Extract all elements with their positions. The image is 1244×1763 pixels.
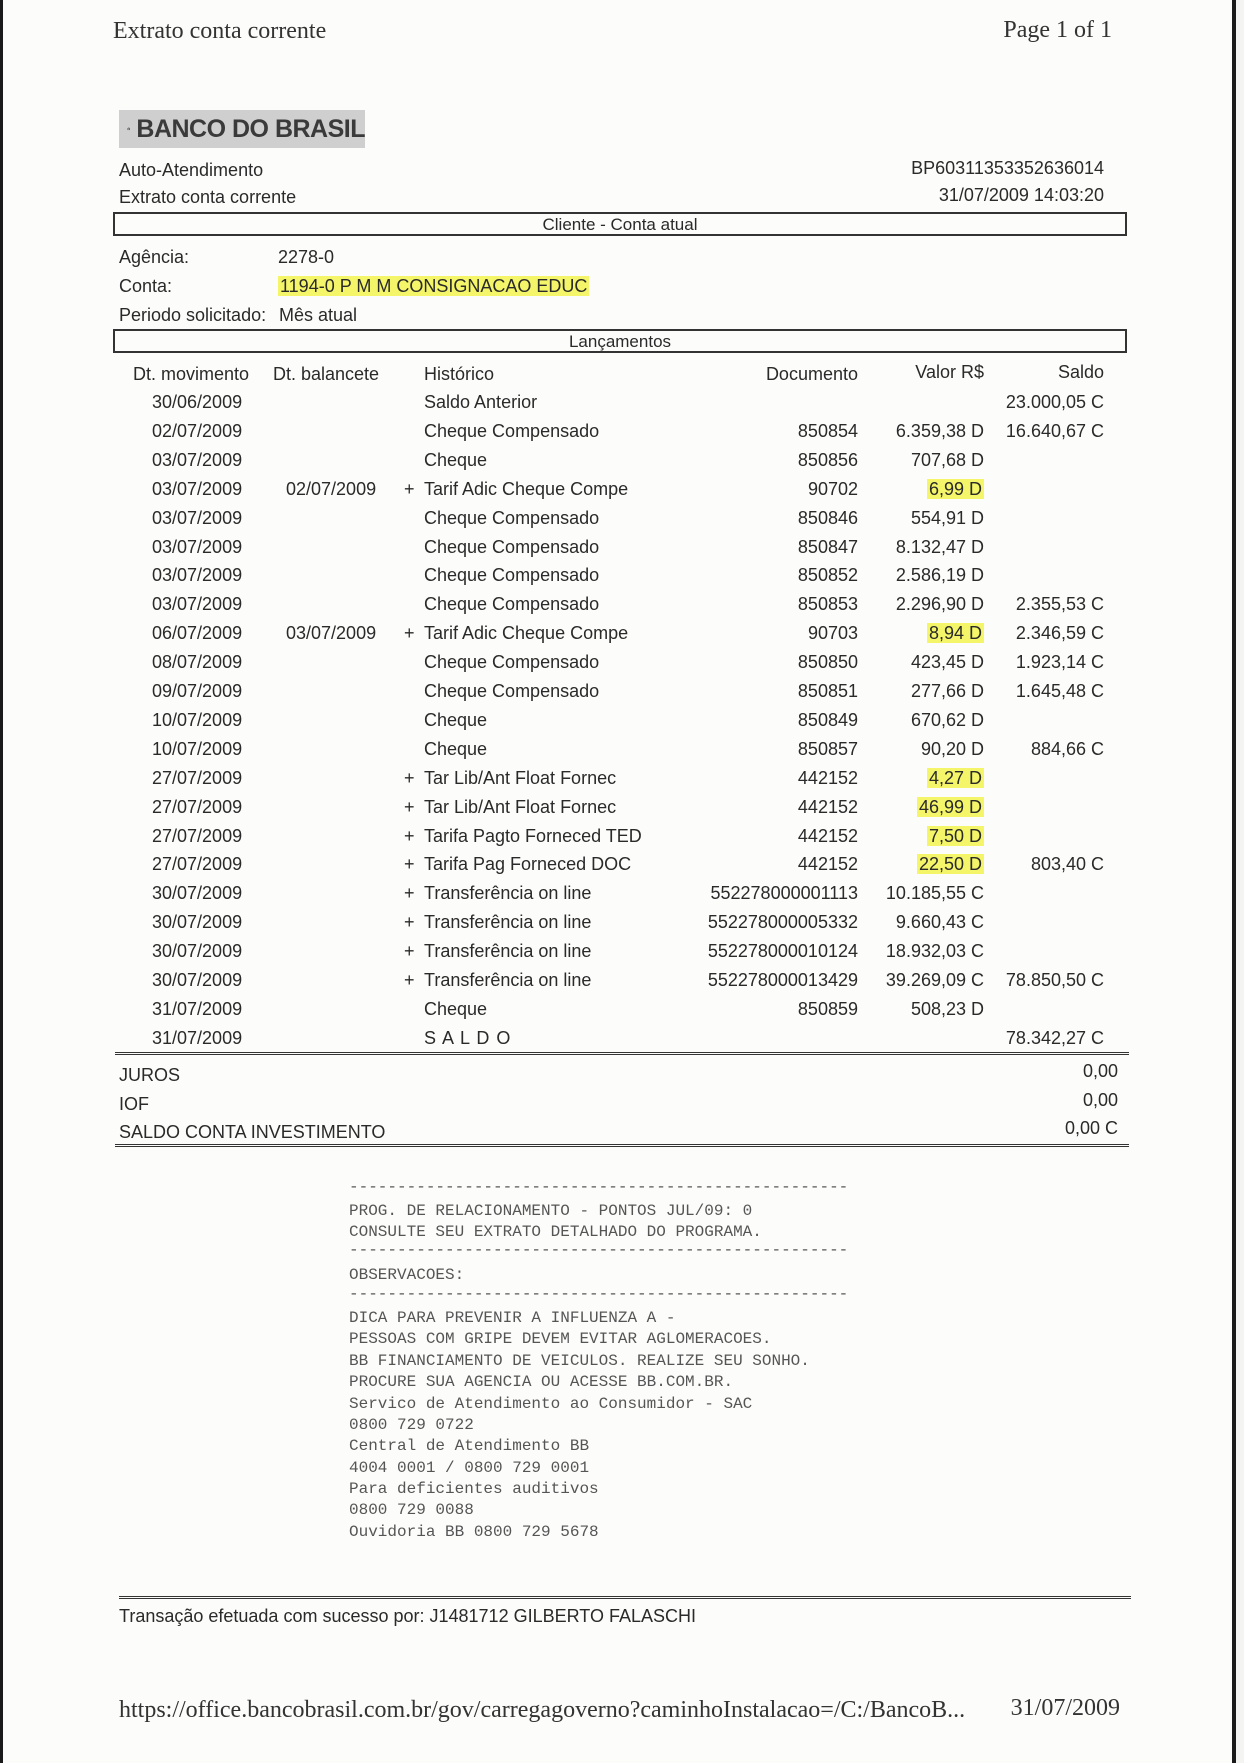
- row-dt-movimento: 03/07/2009: [152, 450, 243, 470]
- row-saldo: 2.346,59 C: [1015, 623, 1104, 643]
- row-historico: Saldo Anterior: [424, 392, 538, 412]
- row-historico: Tar Lib/Ant Float Fornec: [424, 797, 617, 817]
- row-historico: Tarif Adic Cheque Compe: [424, 623, 629, 643]
- row-plus-mark: +: [404, 479, 415, 499]
- agencia-value: 2278-0: [278, 247, 335, 267]
- row-documento: 442152: [797, 826, 858, 846]
- row-documento: 850857: [797, 739, 858, 759]
- row-valor: 508,23 D: [910, 999, 984, 1019]
- row-historico: Cheque Compensado: [424, 537, 600, 557]
- row-dt-movimento: 10/07/2009: [152, 739, 243, 759]
- row-documento: 90703: [807, 623, 858, 643]
- row-documento: 850854: [797, 421, 858, 441]
- row-historico: Cheque: [424, 450, 488, 470]
- footer-url: https://office.bancobrasil.com.br/gov/carregagoverno?caminhoInstalacao=/C:/BancoB...: [119, 1697, 966, 1723]
- saldo-investimento-value: 0,00 C: [1064, 1118, 1118, 1138]
- document-datetime: 31/07/2009 14:03:20: [938, 185, 1104, 205]
- row-documento: 850849: [797, 710, 858, 730]
- row-valor: 277,66 D: [910, 681, 984, 701]
- row-dt-movimento: 03/07/2009: [152, 565, 243, 585]
- row-historico: S A L D O: [424, 1028, 512, 1048]
- row-historico: Cheque: [424, 710, 488, 730]
- row-valor: [927, 768, 984, 789]
- notes-observacoes: OBSERVACOES:: [349, 1266, 465, 1284]
- row-documento: 850853: [797, 594, 858, 614]
- client-section-title: Cliente - Conta atual: [113, 212, 1127, 236]
- row-valor: 90,20 D: [920, 739, 984, 759]
- col-header-dt-movimento: Dt. movimento: [133, 364, 250, 384]
- row-dt-movimento: 03/07/2009: [152, 537, 243, 557]
- row-valor: [927, 479, 984, 500]
- row-saldo: 803,40 C: [1030, 854, 1104, 874]
- row-dt-movimento: 03/07/2009: [152, 479, 243, 499]
- row-documento: 850846: [797, 508, 858, 528]
- row-dt-movimento: 06/07/2009: [152, 623, 243, 643]
- row-dt-balancete: 03/07/2009: [286, 623, 377, 643]
- row-plus-mark: +: [404, 941, 415, 961]
- bank-logo: [119, 110, 365, 148]
- transaction-rule: [119, 1596, 1131, 1601]
- row-dt-movimento: 03/07/2009: [152, 508, 243, 528]
- notes-tip-line-3: BB FINANCIAMENTO DE VEICULOS. REALIZE SEU SONHO.: [349, 1352, 810, 1370]
- row-dt-movimento: 30/06/2009: [152, 392, 243, 412]
- row-saldo: 16.640,67 C: [1005, 421, 1104, 441]
- row-documento: 442152: [797, 797, 858, 817]
- transaction-status: Transação efetuada com sucesso por: J1481712 GILBERTO FALASCHI: [119, 1606, 696, 1626]
- row-dt-movimento: 27/07/2009: [152, 797, 243, 817]
- row-saldo: 2.355,53 C: [1015, 594, 1104, 614]
- row-historico: Transferência on line: [424, 970, 592, 990]
- row-plus-mark: +: [404, 768, 415, 788]
- print-header-title: Extrato conta corrente: [113, 18, 327, 44]
- row-dt-movimento: 02/07/2009: [152, 421, 243, 441]
- juros-value: 0,00: [1082, 1061, 1118, 1081]
- notes-separator-2: ----------------------------------------------------: [349, 1241, 849, 1259]
- notes-central-label: Central de Atendimento BB: [349, 1437, 590, 1455]
- row-historico: Transferência on line: [424, 941, 592, 961]
- print-header-page: Page 1 of 1: [1003, 17, 1112, 43]
- row-historico: Tarifa Pag Forneced DOC: [424, 854, 632, 874]
- periodo-label: Periodo solicitado:: [119, 305, 267, 325]
- row-saldo: 78.850,50 C: [1005, 970, 1104, 990]
- row-valor-highlight: 8,94 D: [928, 623, 982, 643]
- row-valor: 10.185,55 C: [885, 883, 984, 903]
- row-dt-movimento: 27/07/2009: [152, 768, 243, 788]
- row-historico: Cheque Compensado: [424, 421, 600, 441]
- row-valor-highlight: 46,99 D: [918, 797, 982, 817]
- row-saldo: 1.923,14 C: [1015, 652, 1104, 672]
- row-plus-mark: +: [404, 623, 415, 643]
- row-valor: 423,45 D: [910, 652, 984, 672]
- document-type: Extrato conta corrente: [119, 187, 297, 207]
- row-historico: Cheque Compensado: [424, 652, 600, 672]
- notes-sac-label: Servico de Atendimento ao Consumidor - SAC: [349, 1395, 753, 1413]
- row-valor: 8.132,47 D: [895, 537, 984, 557]
- footer-date: 31/07/2009: [1010, 1695, 1120, 1721]
- row-plus-mark: +: [404, 912, 415, 932]
- row-documento: 850856: [797, 450, 858, 470]
- col-header-saldo: Saldo: [1057, 362, 1104, 382]
- row-documento: 850847: [797, 537, 858, 557]
- row-saldo: 78.342,27 C: [1005, 1028, 1104, 1048]
- row-valor: [917, 797, 984, 818]
- notes-hearing-label: Para deficientes auditivos: [349, 1480, 599, 1498]
- col-header-documento: Documento: [765, 364, 858, 384]
- row-historico: Transferência on line: [424, 883, 592, 903]
- row-historico: Cheque: [424, 999, 488, 1019]
- row-plus-mark: +: [404, 826, 415, 846]
- saldo-investimento-label: SALDO CONTA INVESTIMENTO: [119, 1122, 386, 1142]
- row-dt-movimento: 09/07/2009: [152, 681, 243, 701]
- totals-top-rule: [115, 1052, 1129, 1057]
- row-dt-movimento: 31/07/2009: [152, 1028, 243, 1048]
- row-documento: 552278000013429: [707, 970, 858, 990]
- row-documento: 552278000005332: [707, 912, 858, 932]
- row-dt-balancete: 02/07/2009: [286, 479, 377, 499]
- row-historico: Transferência on line: [424, 912, 592, 932]
- notes-tip-line-4: PROCURE SUA AGENCIA OU ACESSE BB.COM.BR.: [349, 1373, 734, 1391]
- row-historico: Cheque Compensado: [424, 565, 600, 585]
- notes-program-consult: CONSULTE SEU EXTRATO DETALHADO DO PROGRAMA.: [349, 1223, 762, 1241]
- row-valor: 2.296,90 D: [895, 594, 984, 614]
- col-header-historico: Histórico: [424, 364, 495, 384]
- conta-value-text: 1194-0 P M M CONSIGNACAO EDUC: [280, 276, 588, 296]
- conta-value: [278, 276, 589, 297]
- row-valor-highlight: 22,50 D: [918, 854, 982, 874]
- bank-logo-icon: [127, 115, 130, 143]
- row-historico: Cheque: [424, 739, 488, 759]
- row-plus-mark: +: [404, 883, 415, 903]
- juros-label: JUROS: [119, 1065, 181, 1085]
- row-valor-highlight: 4,27 D: [928, 768, 982, 788]
- row-dt-movimento: 27/07/2009: [152, 854, 243, 874]
- notes-hearing-phone: 0800 729 0088: [349, 1501, 474, 1519]
- agencia-label: Agência:: [119, 247, 190, 267]
- row-saldo: 23.000,05 C: [1005, 392, 1104, 412]
- lancamentos-title: Lançamentos: [113, 329, 1127, 353]
- row-valor-highlight: 6,99 D: [928, 479, 982, 499]
- row-valor: 2.586,19 D: [895, 565, 984, 585]
- row-documento: 552278000001113: [710, 883, 858, 903]
- protocol-number: BP60311353352636014: [911, 158, 1104, 178]
- notes-separator-1: ----------------------------------------------------: [349, 1178, 849, 1196]
- row-historico: Tarifa Pagto Forneced TED: [424, 826, 642, 846]
- notes-ouvidoria: Ouvidoria BB 0800 729 5678: [349, 1523, 599, 1541]
- row-valor: [917, 854, 984, 875]
- row-dt-movimento: 03/07/2009: [152, 594, 243, 614]
- row-documento: 442152: [797, 768, 858, 788]
- row-valor: 9.660,43 C: [895, 912, 984, 932]
- row-valor: 670,62 D: [910, 710, 984, 730]
- row-valor: 707,68 D: [910, 450, 984, 470]
- row-valor: 554,91 D: [910, 508, 984, 528]
- row-dt-movimento: 27/07/2009: [152, 826, 243, 846]
- row-saldo: 884,66 C: [1030, 739, 1104, 759]
- row-dt-movimento: 08/07/2009: [152, 652, 243, 672]
- row-documento: 850859: [797, 999, 858, 1019]
- notes-tip-line-1: DICA PARA PREVENIR A INFLUENZA A -: [349, 1309, 676, 1327]
- totals-bottom-rule: [115, 1144, 1129, 1149]
- row-dt-movimento: 31/07/2009: [152, 999, 243, 1019]
- row-dt-movimento: 30/07/2009: [152, 941, 243, 961]
- row-dt-movimento: 30/07/2009: [152, 970, 243, 990]
- row-historico: Tar Lib/Ant Float Fornec: [424, 768, 617, 788]
- notes-separator-3: ----------------------------------------------------: [349, 1285, 849, 1303]
- row-valor: 18.932,03 C: [885, 941, 984, 961]
- row-documento: 90702: [807, 479, 858, 499]
- row-documento: 442152: [797, 854, 858, 874]
- row-documento: 850851: [797, 681, 858, 701]
- notes-program-points: PROG. DE RELACIONAMENTO - PONTOS JUL/09: 0: [349, 1202, 753, 1220]
- notes-sac-phone: 0800 729 0722: [349, 1416, 474, 1434]
- bank-logo-text: BANCO DO BRASIL: [136, 114, 365, 143]
- col-header-dt-balancete: Dt. balancete: [273, 364, 380, 384]
- row-dt-movimento: 30/07/2009: [152, 912, 243, 932]
- col-header-valor: Valor R$: [915, 362, 984, 382]
- service-name: Auto-Atendimento: [119, 160, 264, 180]
- row-historico: Cheque Compensado: [424, 681, 600, 701]
- periodo-value: Mês atual: [279, 305, 358, 325]
- row-documento: 850850: [797, 652, 858, 672]
- row-plus-mark: +: [404, 970, 415, 990]
- row-valor: [927, 623, 984, 644]
- row-valor: [927, 826, 984, 847]
- row-historico: Cheque Compensado: [424, 594, 600, 614]
- row-historico: Tarif Adic Cheque Compe: [424, 479, 629, 499]
- row-plus-mark: +: [404, 854, 415, 874]
- iof-label: IOF: [119, 1094, 149, 1114]
- row-documento: 552278000010124: [707, 941, 858, 961]
- row-dt-movimento: 10/07/2009: [152, 710, 243, 730]
- conta-label: Conta:: [119, 276, 173, 296]
- iof-value: 0,00: [1082, 1090, 1118, 1110]
- row-valor: 39.269,09 C: [885, 970, 984, 990]
- notes-central-phone: 4004 0001 / 0800 729 0001: [349, 1459, 590, 1477]
- row-saldo: 1.645,48 C: [1015, 681, 1104, 701]
- row-valor: 6.359,38 D: [895, 421, 984, 441]
- row-valor-highlight: 7,50 D: [928, 826, 982, 846]
- notes-tip-line-2: PESSOAS COM GRIPE DEVEM EVITAR AGLOMERACOES.: [349, 1330, 772, 1348]
- row-documento: 850852: [797, 565, 858, 585]
- row-plus-mark: +: [404, 797, 415, 817]
- row-dt-movimento: 30/07/2009: [152, 883, 243, 903]
- row-historico: Cheque Compensado: [424, 508, 600, 528]
